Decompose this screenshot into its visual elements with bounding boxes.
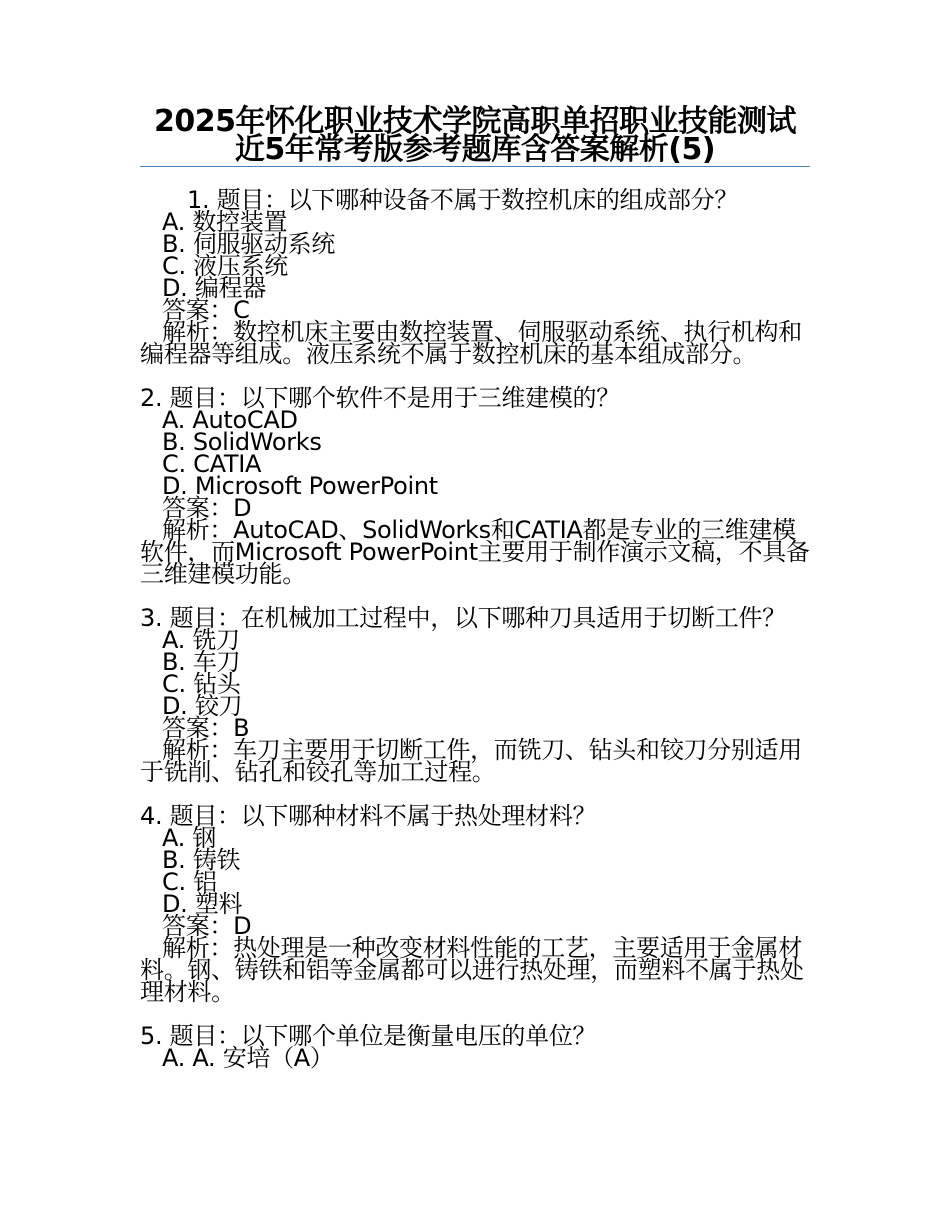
question-2	[140, 384, 810, 588]
document-title: 2025年怀化职业技术学院高职单招职业技能测试近5年常考版参考题库含答案解析(5)	[154, 104, 796, 167]
explanation: 解析：AutoCAD、SolidWorks和CATIA都是专业的三维建模软件，而Microsoft PowerPoint主要用于制作演示文稿，不具备三维建模功能。	[140, 516, 810, 588]
question-stem: 5. 题目：以下哪个单位是衡量电压的单位？	[140, 1022, 597, 1050]
question-4	[140, 802, 810, 1006]
option-c: C. 钻头	[162, 670, 241, 698]
question-list	[140, 186, 810, 1072]
option-c: C. 液压系统	[162, 252, 288, 280]
question-stem: 2. 题目：以下哪个软件不是用于三维建模的？	[140, 384, 620, 412]
option-a: A. AutoCAD	[162, 406, 298, 434]
answer: 答案：D	[162, 912, 252, 940]
answer: 答案：C	[162, 296, 250, 324]
option-c: C. CATIA	[162, 450, 262, 478]
option-d: D. 塑料	[162, 890, 243, 918]
explanation: 解析：车刀主要用于切断工件，而铣刀、钻头和铰刀分别适用于铣削、钻孔和铰孔等加工过程。	[140, 736, 802, 786]
option-b: B. 铸铁	[162, 846, 241, 874]
option-c: C. 铝	[162, 868, 217, 896]
option-b: B. 车刀	[162, 648, 241, 676]
option-a: A. 数控装置	[162, 208, 288, 236]
question-1	[140, 186, 810, 368]
option-d: D. Microsoft PowerPoint	[162, 472, 438, 500]
option-a: A. 铣刀	[162, 626, 240, 654]
explanation: 解析：数控机床主要由数控装置、伺服驱动系统、执行机构和编程器等组成。液压系统不属于数控机床的基本组成部分。	[140, 318, 802, 368]
option-a: A. A. 安培（A）	[162, 1044, 334, 1072]
answer: 答案：D	[162, 494, 252, 522]
option-d: D. 铰刀	[162, 692, 243, 720]
question-stem: 1. 题目：以下哪种设备不属于数控机床的组成部分？	[187, 186, 739, 214]
question-3	[140, 604, 810, 786]
question-stem: 3. 题目：在机械加工过程中，以下哪种刀具适用于切断工件？	[140, 604, 786, 632]
question-stem: 4. 题目：以下哪种材料不属于热处理材料？	[140, 802, 597, 830]
option-d: D. 编程器	[162, 274, 266, 302]
option-a: A. 钢	[162, 824, 217, 852]
option-b: B. 伺服驱动系统	[162, 230, 336, 258]
explanation: 解析：热处理是一种改变材料性能的工艺，主要适用于金属材料。钢、铸铁和铝等金属都可以进行热处理，而塑料不属于热处理材料。	[140, 934, 804, 1006]
answer: 答案：B	[162, 714, 250, 742]
question-5	[140, 1022, 810, 1072]
document-page	[140, 100, 810, 1091]
option-b: B. SolidWorks	[162, 428, 322, 456]
